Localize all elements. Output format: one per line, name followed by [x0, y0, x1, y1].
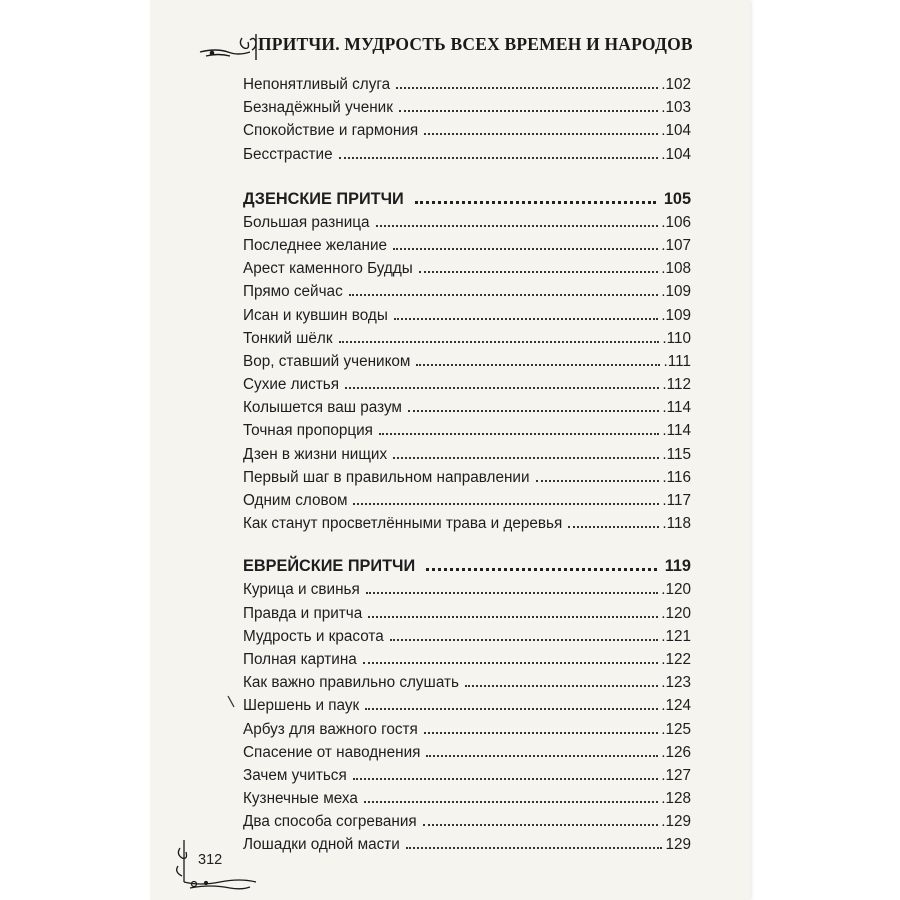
entry-page-number: .107 [661, 236, 691, 254]
dot-leader [416, 362, 660, 366]
entry-page-number: .103 [661, 99, 691, 117]
section-page-number: 119 [664, 557, 691, 576]
toc-section-jewish [243, 557, 691, 859]
page-number: 312 [198, 852, 223, 868]
dot-leader [426, 566, 657, 571]
entry-title: Спасение от наводнения [243, 743, 421, 761]
dot-leader [415, 199, 656, 204]
dot-leader [353, 501, 659, 505]
entry-page-number: .109 [661, 306, 691, 324]
dot-leader [365, 706, 658, 710]
entry-page-number: 129 [665, 836, 691, 854]
entry-page-number: .123 [661, 674, 691, 692]
toc-intro-list [243, 76, 691, 169]
entry-title: Тонкий шёлк [243, 329, 333, 347]
dot-leader [408, 408, 659, 412]
entry-title: Колышется ваш разум [243, 399, 402, 417]
entry-title: Шершень и паук [243, 697, 360, 715]
entry-page-number: .121 [661, 627, 691, 645]
entry-title: Как важно правильно слушать [243, 674, 459, 692]
dot-leader [536, 478, 660, 482]
toc-entry [243, 721, 691, 744]
entry-title: Точная пропорция [243, 422, 373, 440]
entry-title: Исан и кувшин воды [243, 306, 388, 324]
running-header [198, 30, 708, 64]
entry-title: Арест каменного Будды [243, 260, 413, 278]
entry-title: Кузнечные меха [243, 790, 358, 808]
entry-title: Как станут просветлёнными трава и деревья [243, 515, 563, 533]
toc-entry [243, 122, 691, 145]
entry-page-number: .128 [661, 790, 691, 808]
toc-entry [243, 836, 691, 859]
dot-leader [426, 753, 658, 757]
toc-entry [243, 422, 691, 445]
table-of-contents [243, 76, 691, 860]
entry-title: Мудрость и красота [243, 627, 384, 645]
entry-title: Первый шаг в правильном направлении [243, 468, 530, 486]
toc-entry [243, 146, 691, 169]
dot-leader [406, 845, 663, 849]
dot-leader [424, 131, 658, 135]
entry-title: Курица и свинья [243, 581, 360, 599]
dot-leader [379, 431, 659, 435]
dot-leader [424, 730, 658, 734]
toc-entry [243, 237, 691, 260]
toc-entry [243, 515, 691, 538]
dot-leader [339, 155, 659, 159]
toc-entry [243, 283, 691, 306]
dot-leader [396, 85, 658, 89]
entry-page-number: .124 [661, 697, 691, 715]
toc-entry [243, 674, 691, 697]
pencil-mark [226, 694, 236, 710]
entry-page-number: .116 [662, 468, 691, 486]
entry-page-number: .125 [661, 720, 691, 738]
dot-leader [399, 108, 658, 112]
toc-entry [243, 376, 691, 399]
entry-title: Большая разница [243, 213, 370, 231]
toc-entry [243, 446, 691, 469]
entry-title: Полная картина [243, 650, 357, 668]
toc-entry [243, 353, 691, 376]
flourish-ornament-icon [198, 32, 260, 62]
toc-entry [243, 697, 691, 720]
entry-page-number: .110 [662, 329, 691, 347]
entry-page-number: .127 [661, 766, 691, 784]
entry-title: Последнее желание [243, 236, 388, 254]
entry-title: Арбуз для важного гостя [243, 720, 418, 738]
toc-entry [243, 99, 691, 122]
entry-page-number: .109 [661, 283, 691, 301]
dot-leader [465, 683, 658, 687]
toc-section-zen [243, 190, 691, 539]
dot-leader [349, 292, 659, 296]
toc-entry [243, 214, 691, 237]
dot-leader [368, 614, 658, 618]
ink-speck [385, 842, 391, 850]
running-header-title: ПРИТЧИ. МУДРОСТЬ ВСЕХ ВРЕМЕН И НАРОДОВ [258, 34, 693, 54]
toc-entry [243, 581, 691, 604]
dot-leader [393, 246, 658, 250]
toc-entry [243, 76, 691, 99]
entry-page-number: .102 [661, 76, 691, 93]
dot-leader [376, 223, 659, 227]
entry-page-number: .114 [662, 399, 691, 417]
entry-page-number: .106 [661, 213, 691, 231]
toc-entry [243, 628, 691, 651]
entry-page-number: .104 [661, 122, 691, 140]
section-page-number: 105 [663, 189, 691, 208]
entry-page-number: .120 [661, 604, 691, 622]
entry-title: Правда и притча [243, 604, 363, 622]
toc-entry [243, 651, 691, 674]
toc-entry [243, 744, 691, 767]
toc-entry [243, 790, 691, 813]
dot-leader [390, 637, 659, 641]
entry-page-number: .118 [662, 515, 691, 533]
entry-page-number: .114 [662, 422, 691, 440]
toc-section-heading [243, 557, 691, 581]
dot-leader [568, 524, 659, 528]
dot-leader [345, 385, 659, 389]
dot-leader [393, 455, 659, 459]
page-footer [170, 838, 290, 894]
toc-entry [243, 605, 691, 628]
entry-page-number: .117 [662, 492, 691, 509]
dot-leader [353, 776, 658, 780]
entry-title: Спокойствие и гармония [243, 122, 419, 140]
entry-page-number: .108 [661, 260, 691, 278]
entry-page-number: .126 [661, 743, 691, 761]
dot-leader [364, 799, 658, 803]
flourish-ornament-icon [170, 838, 290, 894]
entry-page-number: .115 [662, 445, 691, 463]
entry-page-number: .120 [661, 581, 691, 599]
dot-leader [366, 590, 658, 594]
entry-title: Зачем учиться [243, 766, 347, 784]
dot-leader [339, 339, 660, 343]
dot-leader [394, 316, 658, 320]
toc-entry [243, 307, 691, 330]
toc-entry [243, 399, 691, 422]
dot-leader [363, 660, 658, 664]
toc-section-heading [243, 190, 691, 214]
entry-title: Вор, ставший учеником [243, 352, 411, 370]
toc-entry [243, 330, 691, 353]
entry-page-number: .129 [661, 813, 691, 831]
section-title: ЕВРЕЙСКИЕ ПРИТЧИ [243, 557, 416, 576]
entry-title: Прямо сейчас [243, 283, 343, 301]
entry-title: Непонятливый слуга [243, 76, 391, 93]
entry-title: Сухие листья [243, 376, 340, 394]
toc-entry [243, 260, 691, 283]
entry-page-number: .111 [663, 352, 691, 370]
toc-entry [243, 469, 691, 492]
dot-leader [423, 822, 659, 826]
entry-title: Лошадки одной масти [243, 836, 400, 854]
toc-entry [243, 813, 691, 836]
entry-title: Дзен в жизни нищих [243, 445, 388, 463]
entry-page-number: .122 [661, 650, 691, 668]
toc-entry [243, 767, 691, 790]
entry-page-number: .112 [662, 376, 691, 394]
entry-title: Два способа согревания [243, 813, 417, 831]
entry-title: Одним словом [243, 492, 348, 509]
dot-leader [419, 269, 658, 273]
entry-title: Безнадёжный ученик [243, 99, 393, 117]
section-title: ДЗЕНСКИЕ ПРИТЧИ [243, 189, 404, 208]
toc-entry [243, 492, 691, 515]
entry-page-number: .104 [661, 145, 691, 163]
entry-title: Бесстрастие [243, 145, 333, 163]
